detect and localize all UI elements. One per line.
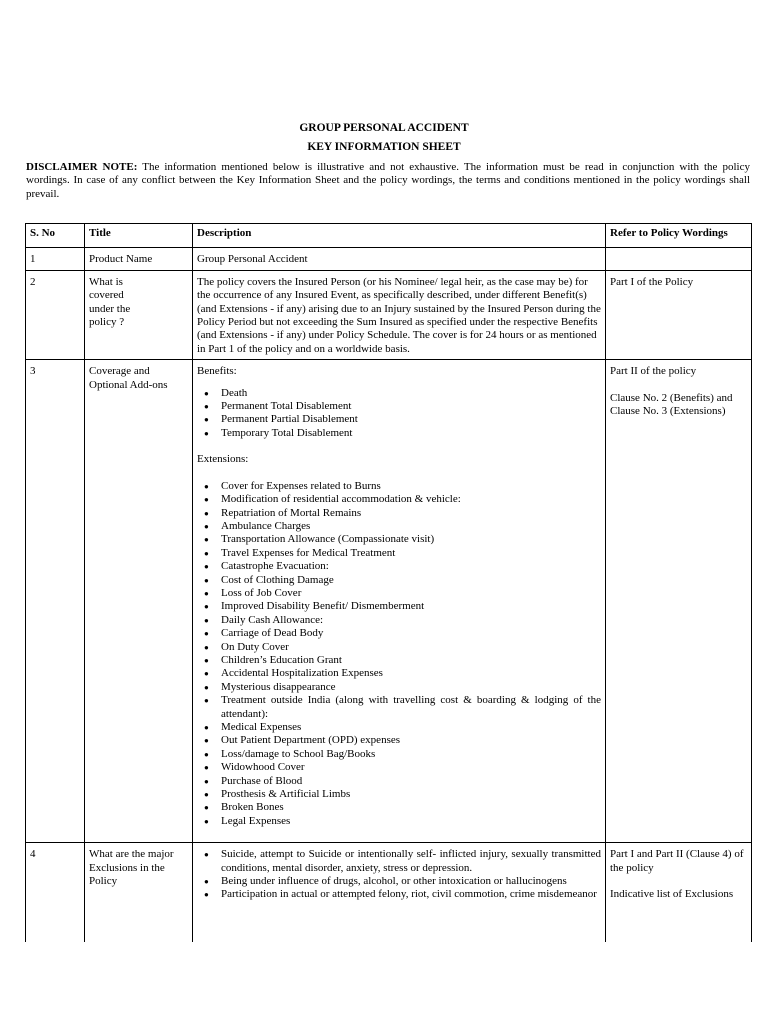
table-row	[26, 248, 752, 270]
refer-text: Part II of the policy	[610, 365, 697, 378]
document-subtitle: KEY INFORMATION SHEET	[307, 141, 461, 153]
list-item: ● Prosthesis & Artificial Limbs	[221, 788, 601, 801]
row-refer	[606, 248, 752, 270]
list-item: ● Out Patient Department (OPD) expenses	[221, 734, 601, 747]
list-item: ● Ambulance Charges	[221, 520, 601, 533]
list-item: ● Mysterious disappearance	[221, 681, 601, 694]
disclaimer-label: DISCLAIMER NOTE:	[26, 161, 138, 173]
row-sno: 1	[26, 248, 85, 270]
list-item: ● Cost of Clothing Damage	[221, 574, 601, 587]
refer-text: Clause No. 2 (Benefits) and Clause No. 3 (Extensions)	[610, 391, 733, 418]
row-title: What are the major Exclusions in the Policy	[85, 843, 193, 942]
row-title: Coverage and Optional Add-ons	[85, 360, 193, 843]
row-sno: 4	[26, 843, 85, 942]
row-refer	[606, 843, 752, 942]
list-item: ● Catastrophe Evacuation:	[221, 560, 601, 573]
extensions-list	[197, 480, 601, 829]
list-item: ● Transportation Allowance (Compassionate visit)	[221, 533, 601, 546]
row-refer	[606, 360, 752, 843]
exclusions-list	[197, 848, 601, 902]
list-item: ● Loss of Job Cover	[221, 587, 601, 600]
list-item: ● Cover for Expenses related to Burns	[221, 480, 601, 493]
list-item: ● On Duty Cover	[221, 641, 601, 654]
list-item: ● Being under influence of drugs, alcohol, or other intoxication or hallucinogens	[221, 875, 601, 888]
disclaimer-text: The information mentioned below is illustrative and not exhaustive. The information must be read in conjunction with the policy wordings. In case of any conflict between the Key Information Sheet and the policy wordings, the terms and conditions mentioned in the policy wordings shall prevail.	[26, 161, 750, 200]
list-item: ● Travel Expenses for Medical Treatment	[221, 547, 601, 560]
benefits-label: Benefits:	[197, 365, 237, 378]
col-header-refer: Refer to Policy Wordings	[606, 224, 752, 248]
row-sno: 3	[26, 360, 85, 843]
list-item: ● Widowhood Cover	[221, 761, 601, 774]
row-description	[193, 843, 606, 942]
list-item: ● Carriage of Dead Body	[221, 627, 601, 640]
row-description: Group Personal Accident	[193, 248, 606, 270]
list-item: ● Participation in actual or attempted felony, riot, civil commotion, crime misdemeanor	[221, 888, 601, 901]
list-item: ● Permanent Partial Disablement	[221, 413, 601, 426]
extensions-label: Extensions:	[197, 453, 249, 466]
row-description: The policy covers the Insured Person (or his Nominee/ legal heir, as the case may be) for the occurrence of any Insured Event, as specifically described, under different Benefit(s) (and Extensions - if any) arising due to an Injury sustained by the Insured Person during the Policy Period but not exceeding the Sum Insured as specified under the respective Benefits (and Extensions - if any) under Policy Schedule. The cover is for 24 hours or as mentioned in Part 1 of the policy and on a worldwide basis.	[193, 270, 606, 359]
row-refer: Part I of the Policy	[606, 270, 752, 359]
table-row	[26, 270, 752, 359]
table-row	[26, 360, 752, 843]
title-line: What is	[89, 275, 123, 288]
key-information-table	[25, 223, 752, 942]
list-item: ● Temporary Total Disablement	[221, 427, 601, 440]
list-item: ● Accidental Hospitalization Expenses	[221, 667, 601, 680]
refer-text: Part I and Part II (Clause 4) of the policy	[610, 848, 744, 874]
col-header-title: Title	[85, 224, 193, 248]
list-item: ● Death	[221, 387, 601, 400]
list-item: ● Treatment outside India (along with travelling cost & boarding & lodging of the attendant):	[221, 694, 601, 721]
list-item: ● Suicide, attempt to Suicide or intentionally self- inflicted injury, sexually transmitted conditions, mental disorder, anxiety, stress or depression.	[221, 848, 601, 875]
list-item: ● Purchase of Blood	[221, 775, 601, 788]
document-title: GROUP PERSONAL ACCIDENT	[299, 122, 469, 134]
row-sno: 2	[26, 270, 85, 359]
benefits-list	[197, 387, 601, 441]
list-item: ● Permanent Total Disablement	[221, 400, 601, 413]
col-header-sno: S. No	[26, 224, 85, 248]
table-header-row	[26, 224, 752, 248]
list-item: ● Loss/damage to School Bag/Books	[221, 748, 601, 761]
list-item: ● Children’s Education Grant	[221, 654, 601, 667]
row-title	[85, 270, 193, 359]
title-line: covered	[89, 289, 124, 302]
list-item: ● Repatriation of Mortal Remains	[221, 507, 601, 520]
row-description	[193, 360, 606, 843]
table-row	[26, 843, 752, 942]
title-line: policy ?	[89, 316, 125, 329]
list-item: ● Broken Bones	[221, 801, 601, 814]
refer-text: Indicative list of Exclusions	[610, 888, 734, 901]
list-item: ● Modification of residential accommodation & vehicle:	[221, 493, 601, 506]
col-header-description: Description	[193, 224, 606, 248]
row-title: Product Name	[85, 248, 193, 270]
disclaimer-note	[26, 161, 750, 201]
list-item: ● Medical Expenses	[221, 721, 601, 734]
list-item: ● Improved Disability Benefit/ Dismemberment	[221, 600, 601, 613]
title-line: under the	[89, 302, 131, 315]
list-item: ● Legal Expenses	[221, 815, 601, 828]
list-item: ● Daily Cash Allowance:	[221, 614, 601, 627]
